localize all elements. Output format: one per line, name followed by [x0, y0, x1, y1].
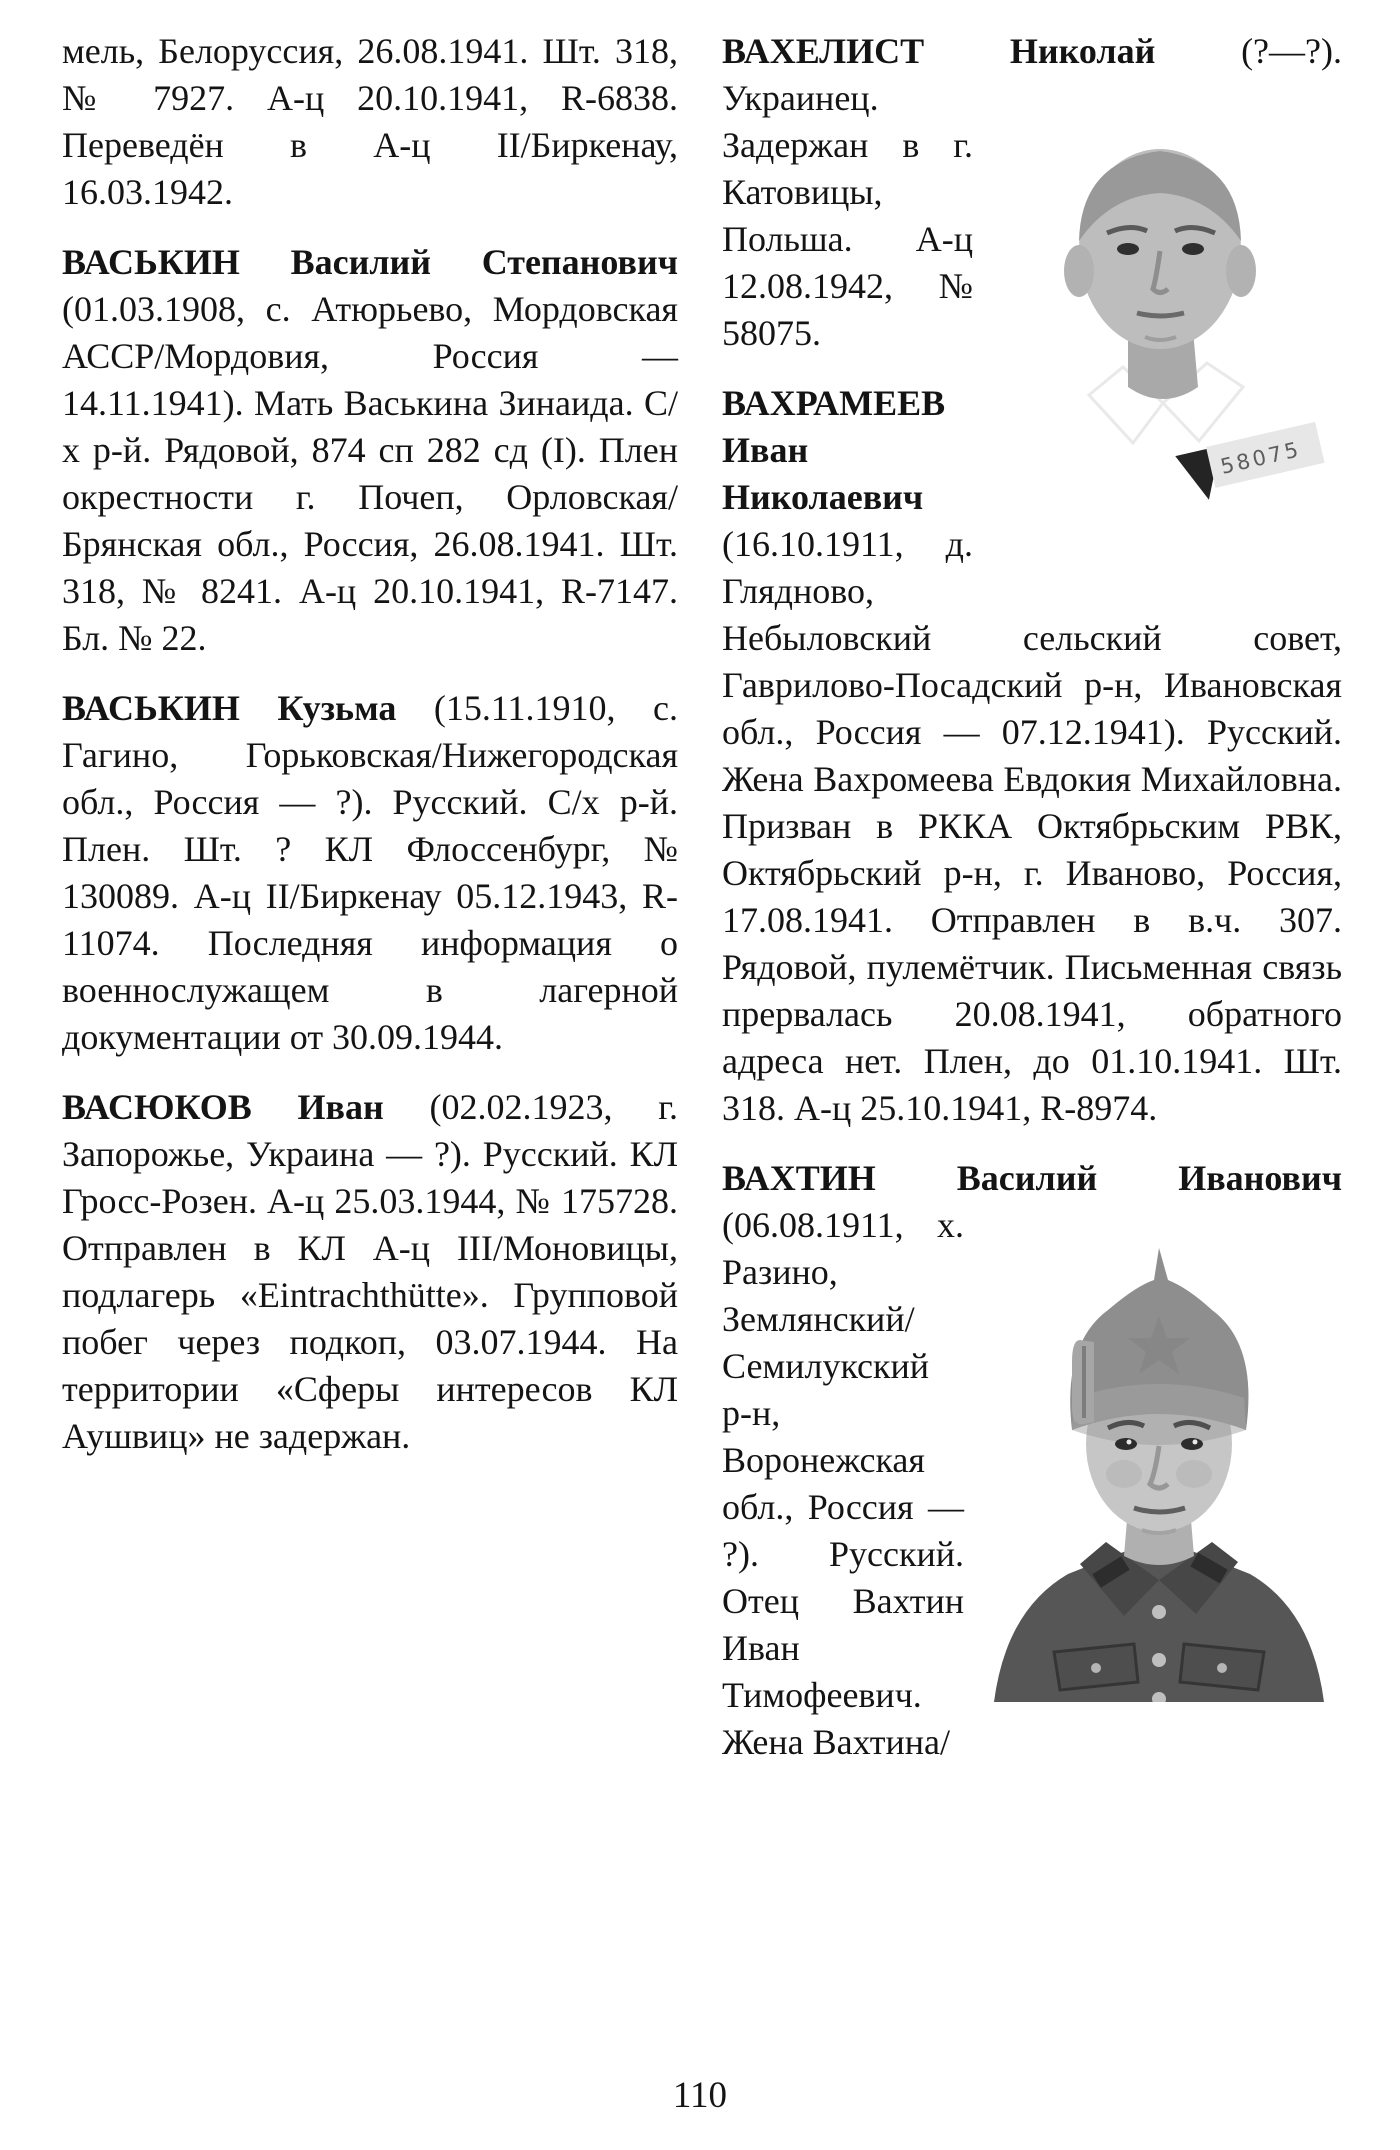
entry-person-name: ВАХТИН Василий Иванович: [722, 1158, 1342, 1198]
badge-number: 58075: [1218, 437, 1304, 479]
entry-paragraph: ВАСЬКИН Василий Степанович (01.03.1908, с. Атюрьево, Мордовская АССР/Мордовия, Россия — 14.11.1941). Мать Васькина Зинаида. С/х р-й. Рядовой, 874 сп 282 сд (I). Плен окрестности г. Почеп, Орловская/Брянская обл., Россия, 26.08.1941. Шт. 318, № 8241. А-ц 20.10.1941, R-7147. Бл. № 22.: [62, 242, 678, 658]
entry-paragraph: ВАСЮКОВ Иван (02.02.1923, г. Запорожье, Украина — ?). Русский. КЛ Гросс-Розен. А-ц 25.03.1944, № 175728. Отправлен в КЛ А-ц III/Моновицы, подлагерь «Eintrachthütte». Групповой побег через подкоп, 03.07.1944. На территории «Сферы интересов КЛ Аушвиц» не задержан.: [62, 1087, 679, 1456]
soldier-photo: [976, 1212, 1342, 1702]
prisoner-photo: [985, 91, 1342, 548]
entry-paragraph: ВАХЕЛИСТ Николай 58075 (?—?). Украинец. Задержан в г. Катовицы, Польша. А-ц 12.08.1942, № 58075.: [722, 28, 1342, 357]
page-body: [62, 28, 1342, 1766]
two-column-text: [62, 28, 1342, 1766]
entry-paragraph: ВАХРАМЕЕВ Иван Николаевич (16.10.1911, д. Глядново, Небыловский сельский совет, Гаврилово-Посадский р-н, Ивановская обл., Россия — 07.12.1941). Русский. Жена Вахромеева Евдокия Михайловна. Призван в РККА Октябрьским РВК, Октябрьский р-н, г. Иваново, Россия, 17.08.1941. Отправлен в в.ч. 307. Рядовой, пулемётчик. Письменная связь прервалась 20.08.1941, обратного адреса нет. Плен, до 01.10.1941. Шт. 318. А-ц 25.10.1941, R-8974.: [722, 383, 1342, 1128]
entry-paragraph: ВАСЬКИН Кузьма (15.11.1910, с. Гагино, Горьковская/Нижегородская обл., Россия — ?). Русский. С/х р-й. Плен. Шт. ? КЛ Флоссенбург, № 130089. А-ц II/Биркенау 05.12.1943, R-11074. Последняя информация о военнослужащем в лагерной документации от 30.09.1944.: [62, 688, 679, 1057]
entry-person-name: ВАСЬКИН Василий Степанович: [62, 242, 678, 282]
left-column: [62, 28, 678, 1460]
entry-person-name: ВАСЮКОВ Иван: [62, 1087, 384, 1127]
page-number: 110: [672, 2075, 728, 2116]
entry-continuation-paragraph: мель, Белоруссия, 26.08.1941. Шт. 318, № 7927. А-ц 20.10.1941, R-6838. Переведён в А-ц II/Биркенау, 16.03.1942.: [62, 31, 678, 212]
entry-paragraph: ВАХТИН Василий Иванович (06.08.1911, х. Разино, Землянский/Семилукский р-н, Воронежская обл., Россия — ?). Русский. Отец Вахтин Иван Тимофеевич. Жена Вахтина/: [722, 1158, 1342, 1762]
entry-person-name: ВАХЕЛИСТ Николай: [722, 31, 1156, 71]
entry-person-name: ВАХРАМЕЕВ Иван Николаевич: [722, 383, 946, 517]
right-column: [722, 28, 1342, 1766]
entry-person-name: ВАСЬКИН Кузьма: [62, 688, 397, 728]
